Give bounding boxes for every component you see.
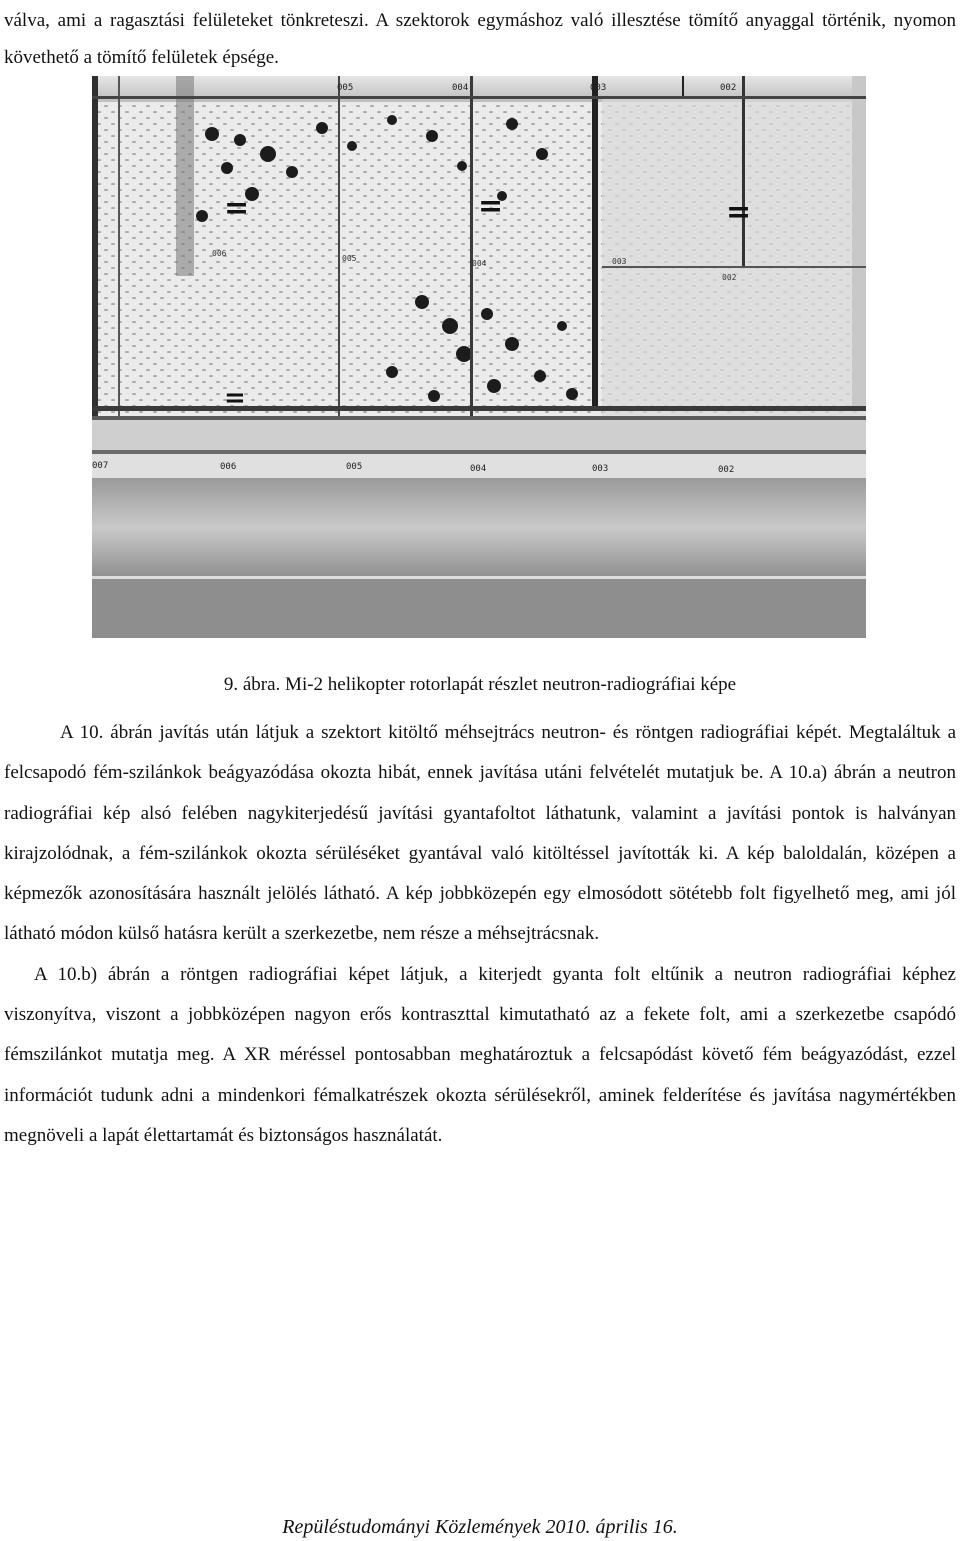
bottom-label-005: 005: [346, 462, 363, 472]
mid-label-005: 005: [342, 254, 357, 263]
intro-paragraph: válva, ami a ragasztási felületeket tönkreteszi. A szektorok egymáshoz való illesztése tömítő anyaggal történik, nyomon követhető a tömítő felületek épsége.: [4, 10, 956, 68]
mid-label-006: 006: [212, 249, 227, 258]
top-label-005: 005: [337, 83, 354, 93]
mid-label-003: 003: [612, 257, 627, 266]
bottom-label-006: 006: [220, 462, 237, 472]
top-label-004: 004: [452, 83, 469, 93]
paragraph-2: A 10.b) ábrán a röntgen radiográfiai képet látjuk, a kiterjedt gyanta folt eltűnik a neutron radiográfiai képhez viszonyítva, viszont a jobbközépen nagyon erős kontraszttal kimutatható az a fekete folt, ami a szerkezetbe csapódó fémszilánkot mutatja meg. A XR méréssel pontosabban meghatároztuk a felcsapódást követő fém beágyazódást, ezzel információt tudunk adni a mindenkori fémalkatrészek okozta sérülésekről, aminek felderítése és javítása nagymértékben megnöveli a lapát élettartamát és biztonságos használatát.: [4, 963, 956, 1146]
top-label-003: 003: [590, 83, 607, 93]
radiograph-image: [92, 76, 866, 638]
bottom-label-007: 007: [92, 461, 109, 471]
bottom-label-002: 002: [718, 465, 735, 475]
top-label-002: 002: [720, 83, 737, 93]
body-text: [4, 713, 956, 1156]
mark-4: =: [224, 383, 246, 413]
mark-1: =: [224, 191, 250, 226]
mark-3: =: [726, 195, 752, 230]
mid-label-002: 002: [722, 273, 737, 282]
figure-caption: 9. ábra. Mi-2 helikopter rotorlapát részlet neutron-radiográfiai képe: [223, 674, 737, 695]
neutron-radiograph-figure: [92, 76, 866, 638]
mid-label-004: 004: [472, 259, 487, 268]
mark-2: =: [478, 189, 504, 224]
bottom-label-004: 004: [470, 464, 487, 474]
page-footer: Repüléstudományi Közlemények 2010. április 16.: [282, 1516, 678, 1538]
bottom-label-003: 003: [592, 464, 609, 474]
paragraph-1: A 10. ábrán javítás után látjuk a szektort kitöltő méhsejtrács neutron- és röntgen radiográfiai képét. Megtaláltuk a felcsapodó fém-szilánkok beágyazódása okozta hibát, ennek javítása utáni felvételét mutatjuk be. A 10.a) ábrán a neutron radiográfiai kép alsó felében nagykiterjedésű javítási gyantafoltot láthatunk, valamint a javítási pontok is halványan kirajzolódnak, a fém-szilánkok okozta sérüléséket gyantával való kitöltéssel javították ki. A kép baloldalán, középen a képmezők azonosítására használt jelölés látható. A kép jobbközepén egy elmosódott sötétebb folt figyelhető meg, ami jól látható módon külső hatásra került a szerkezetbe, nem része a méhsejtrácsnak.: [4, 722, 956, 945]
